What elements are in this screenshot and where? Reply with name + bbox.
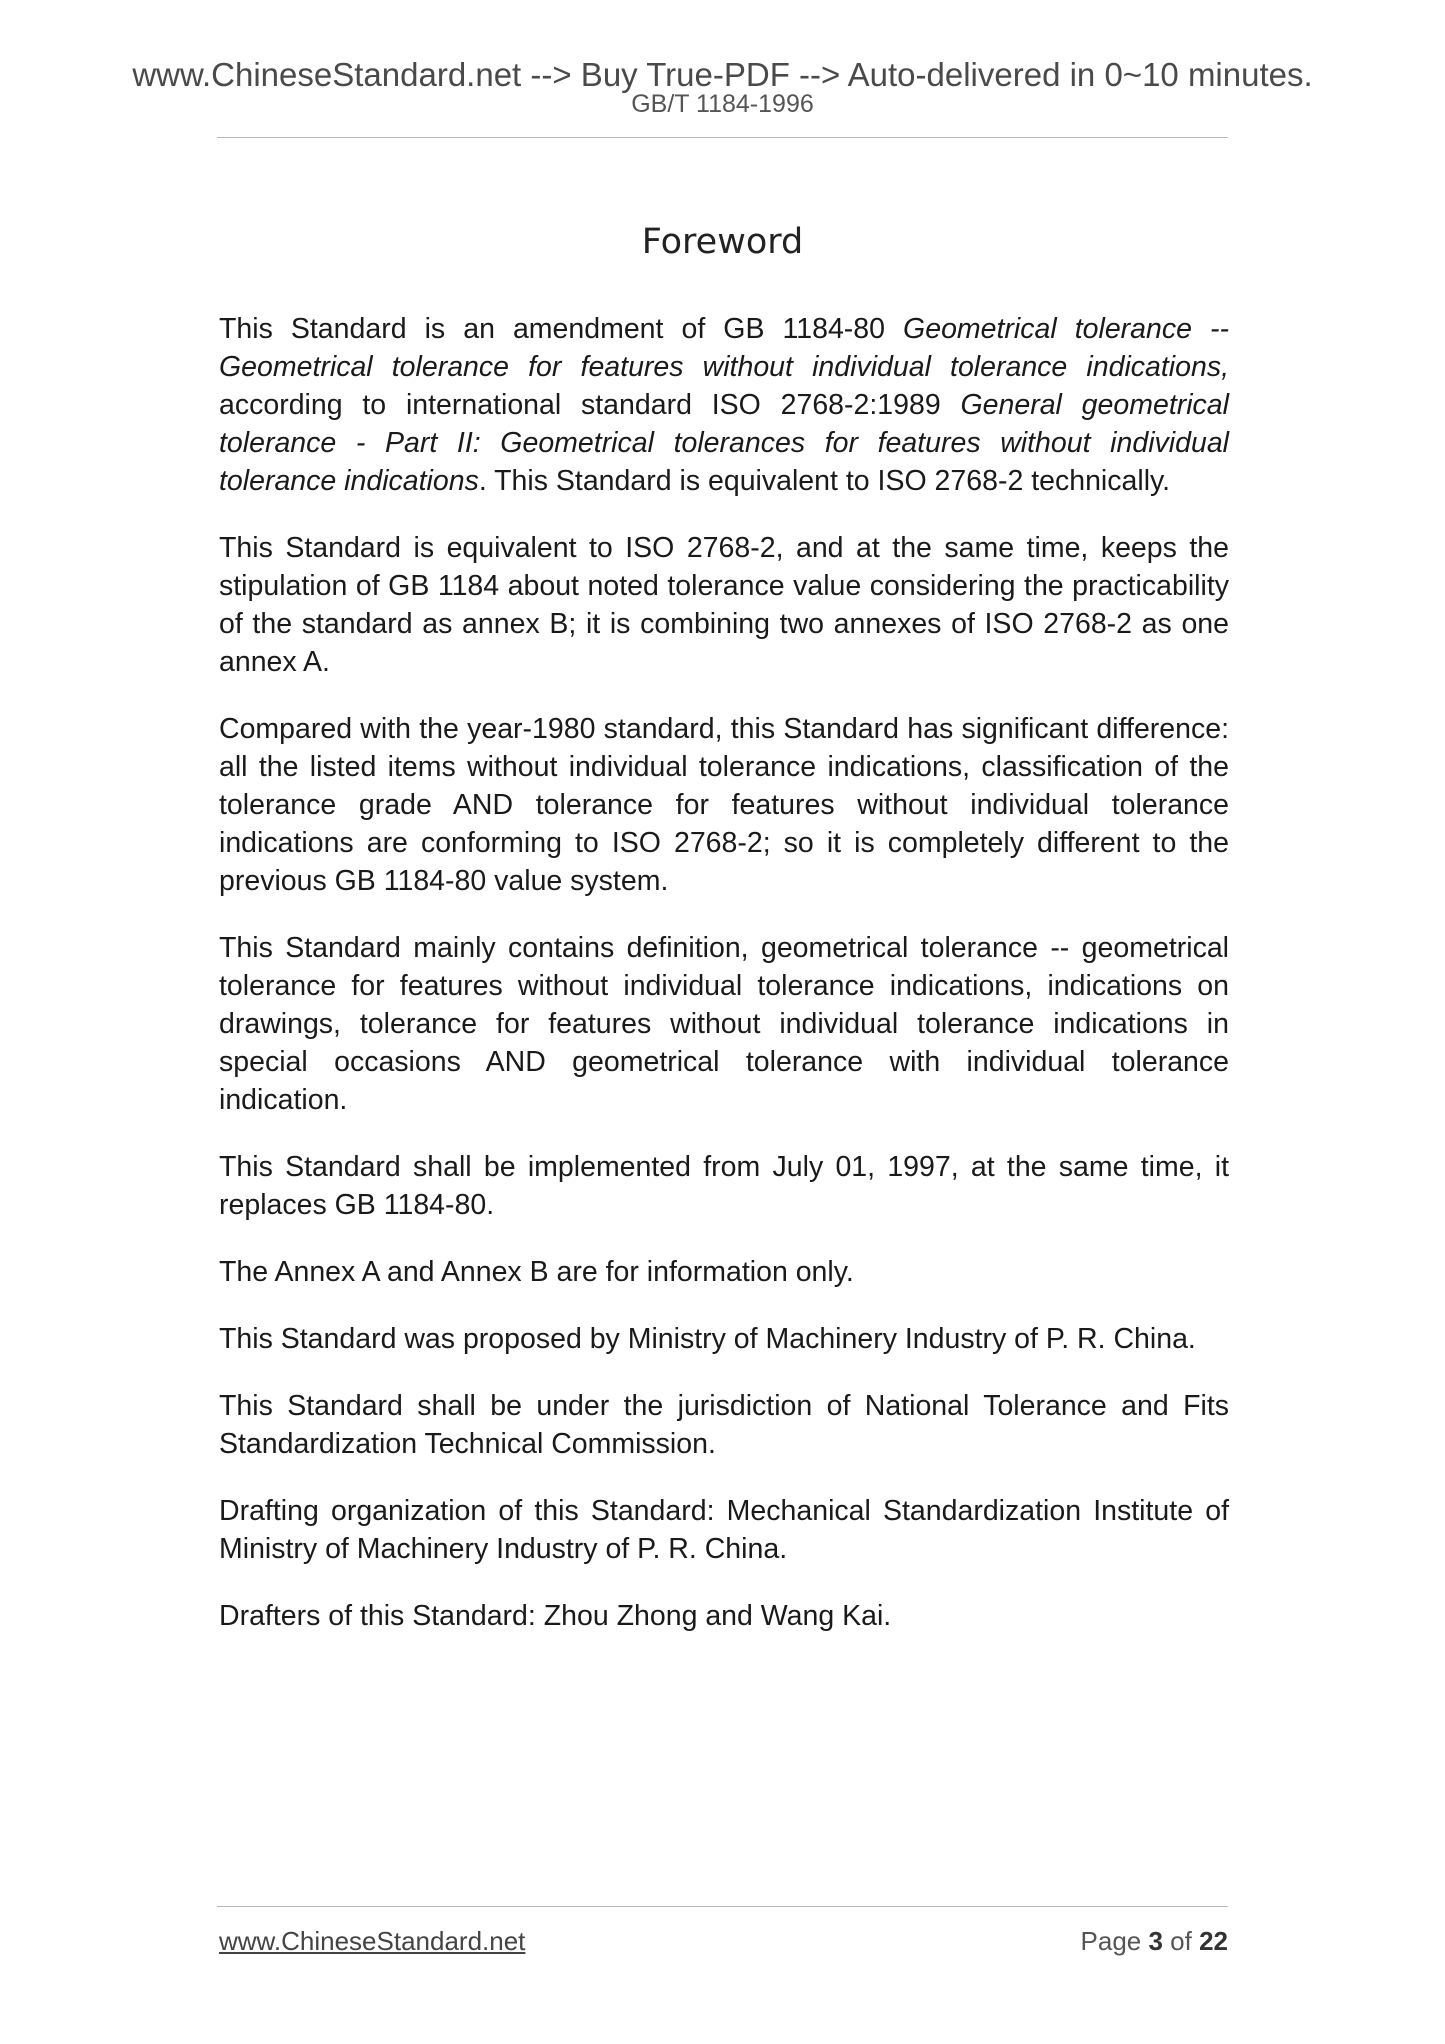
page-number xyxy=(1081,1925,1228,1957)
footer-divider xyxy=(217,1906,1228,1907)
paragraph-text: This Standard is an amendment of GB 1184-80 xyxy=(219,313,904,345)
header-banner: www.ChineseStandard.net --> Buy True-PDF --> Auto-delivered in 0~10 minutes. xyxy=(132,56,1313,93)
paragraph-amendment xyxy=(219,310,1229,500)
paragraph-contents: This Standard mainly contains definition, geometrical tolerance -- geometrical tolerance for features without individual tolerance indications, indications on drawings, tolerance for features without individual tolerance indications in special occasions AND geometrical tolerance with individual tolerance indication. xyxy=(219,932,1229,1116)
paragraph-jurisdiction: This Standard shall be under the jurisdiction of National Tolerance and Fits Standardization Technical Commission. xyxy=(219,1390,1229,1460)
paragraph-text: . This Standard is equivalent to ISO 2768-2 technically. xyxy=(478,465,1171,497)
page-title: Foreword xyxy=(641,222,804,262)
standard-title-italic: Geometrical tolerance -- Geometrical tolerance for features without individual tolerance indications, xyxy=(219,313,1229,383)
iso-title-italic: General geometrical tolerance - Part II: Geometrical tolerances for features without individual tolerance indications xyxy=(219,389,1229,497)
paragraph-equivalence: This Standard is equivalent to ISO 2768-2, and at the same time, keeps the stipulation of GB 1184 about noted tolerance value considering the practicability of the standard as annex B; it is combining two annexes of ISO 2768-2 as one annex A. xyxy=(219,532,1229,678)
page-current: 3 xyxy=(1148,1926,1163,1956)
paragraph-drafters: Drafters of this Standard: Zhou Zhong and Wang Kai. xyxy=(219,1600,892,1632)
page-total: 22 xyxy=(1199,1926,1228,1956)
paragraph-drafting-organization: Drafting organization of this Standard: Mechanical Standardization Institute of Ministry of Machinery Industry of P. R. China. xyxy=(219,1495,1229,1565)
paragraph-proposed-by: This Standard was proposed by Ministry of Machinery Industry of P. R. China. xyxy=(219,1323,1196,1355)
paragraph-text: according to international standard ISO 2768-2:1989 xyxy=(219,389,961,421)
page-prefix: Page xyxy=(1080,1926,1149,1956)
footer-website-link[interactable]: www.ChineseStandard.net xyxy=(219,1926,526,1956)
paragraph-comparison: Compared with the year-1980 standard, this Standard has significant difference: all the listed items without individual tolerance indications, classification of the tolerance grade AND tolerance for features without individual tolerance indications are conforming to ISO 2768-2; so it is completely different to the previous GB 1184-80 value system. xyxy=(219,713,1229,897)
foreword-body xyxy=(219,310,1229,1664)
paragraph-annexes: The Annex A and Annex B are for information only. xyxy=(219,1256,854,1288)
header-divider xyxy=(217,137,1228,138)
page-of: of xyxy=(1162,1926,1200,1956)
document-code: GB/T 1184-1996 xyxy=(631,90,814,118)
paragraph-implementation: This Standard shall be implemented from July 01, 1997, at the same time, it replaces GB 1184-80. xyxy=(219,1151,1229,1221)
